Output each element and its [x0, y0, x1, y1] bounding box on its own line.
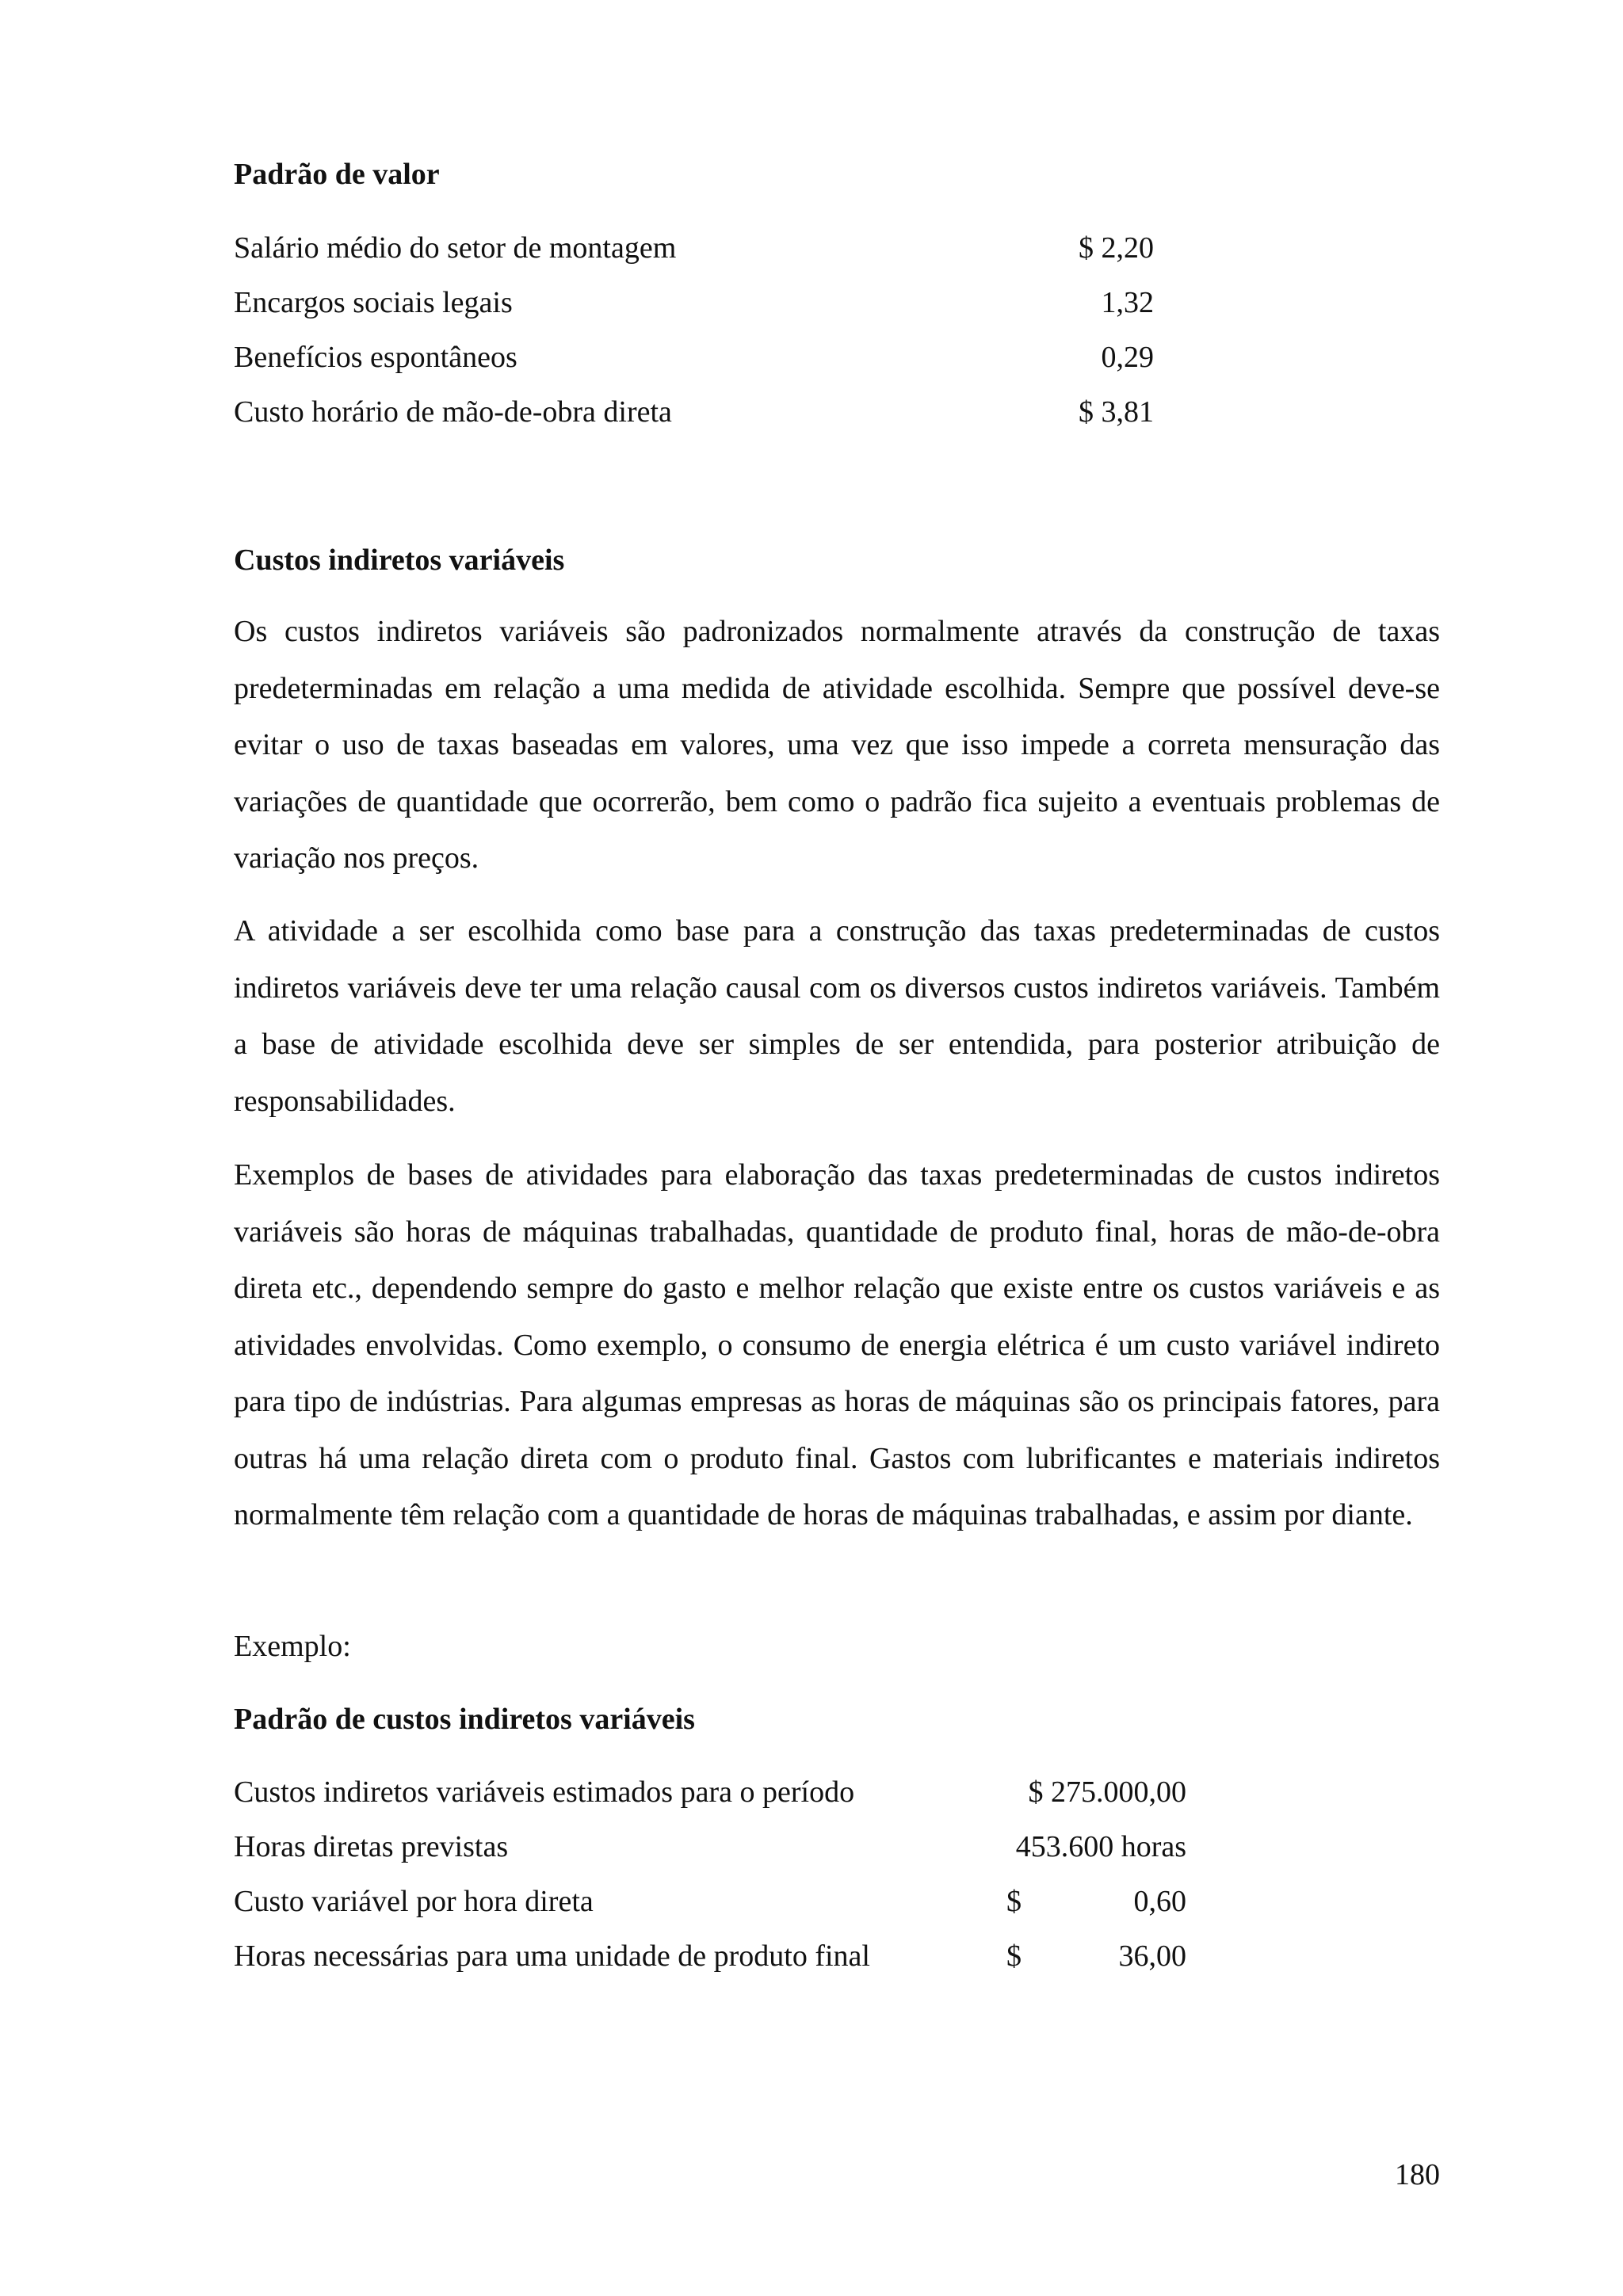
table-row — [234, 276, 1154, 330]
table-row — [234, 1875, 1185, 1929]
row-label: Benefícios espontâneos — [234, 341, 517, 374]
page-number: 180 — [1395, 2158, 1440, 2191]
paragraph-1: Os custos indiretos variáveis são padronizados normalmente através da construção de taxas predeterminadas em relação a uma medida de atividade escolhida. Sempre que possível deve-se evitar o uso de taxas baseadas em valores, uma vez que isso impede a correta mensuração das variações de quantidade que ocorrerão, bem como o padrão fica sujeito a eventuais problemas de variação nos preços. — [234, 615, 1440, 875]
heading-padrao-de-valor: Padrão de valor — [234, 158, 440, 191]
table-row — [234, 221, 1154, 276]
row-value: $ 275.000,00 — [1028, 1775, 1186, 1809]
table-row — [234, 385, 1154, 440]
row-label: Encargos sociais legais — [234, 286, 513, 319]
row-label: Custo variável por hora direta — [234, 1885, 594, 1918]
row-value: 0,29 — [1101, 341, 1154, 374]
row-currency: $ — [1006, 1939, 1022, 1973]
paragraph-3: Exemplos de bases de atividades para elaboração das taxas predeterminadas de custos indiretos variáveis são horas de máquinas trabalhadas, quantidade de produto final, horas de mão-de-obra direta etc., dependendo sempre do gasto e melhor relação que existe entre os custos variáveis e as atividades envolvidas. Como exemplo, o consumo de energia elétrica é um custo variável indireto para tipo de indústrias. Para algumas empresas as horas de máquinas são os principais fatores, para outras há uma relação direta com o produto final. Gastos com lubrificantes e materiais indiretos normalmente têm relação com a quantidade de horas de máquinas trabalhadas, e assim por diante. — [234, 1158, 1440, 1531]
row-value: 36,00 — [1118, 1939, 1186, 1973]
row-label: Custo horário de mão-de-obra direta — [234, 395, 672, 429]
heading-custos-indiretos-variaveis: Custos indiretos variáveis — [234, 543, 565, 577]
row-label: Horas diretas previstas — [234, 1830, 509, 1863]
heading-padrao-de-custos-indiretos-variaveis: Padrão de custos indiretos variáveis — [234, 1703, 695, 1736]
table-padrao-de-custos-indiretos — [234, 1765, 1185, 1984]
row-value: $ 2,20 — [1079, 231, 1154, 265]
row-label: Salário médio do setor de montagem — [234, 231, 677, 265]
row-value: $ 3,81 — [1079, 395, 1154, 429]
table-row — [234, 330, 1154, 385]
row-value: 0,60 — [1133, 1885, 1186, 1918]
row-label: Custos indiretos variáveis estimados para o período — [234, 1775, 855, 1809]
row-label: Horas necessárias para uma unidade de produto final — [234, 1939, 870, 1973]
table-padrao-de-valor — [234, 221, 1154, 440]
example-label: Exemplo: — [234, 1630, 351, 1663]
row-value: 1,32 — [1101, 286, 1154, 319]
table-row — [234, 1820, 1185, 1875]
paragraph-2: A atividade a ser escolhida como base para a construção das taxas predeterminadas de custos indiretos variáveis deve ter uma relação causal com os diversos custos indiretos variáveis. Também a base de atividade escolhida deve ser simples de ser entendida, para posterior atribuição de responsabilidades. — [234, 914, 1440, 1118]
row-currency: $ — [1006, 1885, 1022, 1918]
table-row — [234, 1765, 1185, 1820]
row-value: 453.600 horas — [1015, 1830, 1186, 1863]
table-row — [234, 1929, 1185, 1984]
